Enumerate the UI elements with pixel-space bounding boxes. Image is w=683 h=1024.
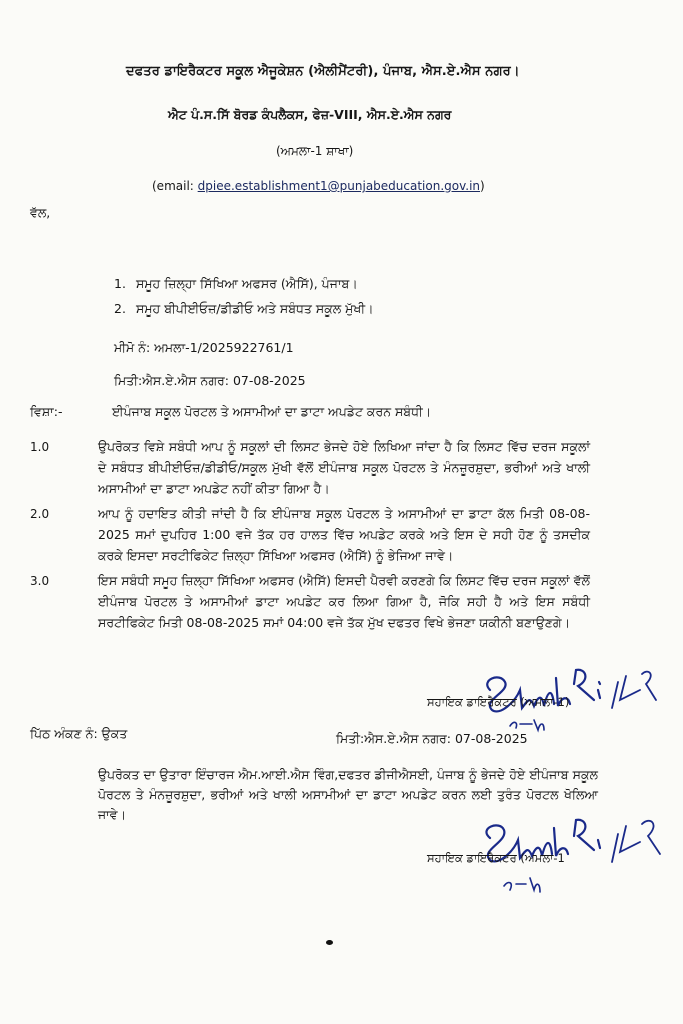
- email-suffix: ): [480, 179, 485, 193]
- subject-label: ਵਿਸ਼ਾ:-: [30, 404, 63, 419]
- paragraph-number: 2.0: [30, 507, 50, 521]
- recipient-item: [114, 301, 374, 317]
- signatory-title: ਸਹਾਇਕ ਡਾਇਰੈਕਟਰ (ਅਮਲਾ-1): [427, 695, 570, 709]
- email-prefix: (email:: [152, 179, 194, 193]
- memo-number: ਮੀਮੋ ਨੰ: ਅਮਲਾ-1/2025922761/1: [114, 340, 294, 355]
- memo-date: ਮਿਤੀ:ਐਸ.ਏ.ਐਸ ਨਗਰ: 07-08-2025: [114, 373, 306, 388]
- paragraph-number: 3.0: [30, 574, 50, 588]
- recipient-item: [114, 276, 358, 292]
- page-mark: [326, 940, 333, 945]
- office-email: [152, 179, 485, 193]
- recipient-number: 2.: [114, 301, 126, 316]
- office-branch: (ਅਮਲਾ-1 ਸ਼ਾਖਾ): [276, 144, 354, 158]
- paragraph-text: ਆਪ ਨੂੰ ਹਦਾਇਤ ਕੀਤੀ ਜਾਂਦੀ ਹੈ ਕਿ ਈਪੰਜਾਬ ਸਕੂਲ ਪੋਰਟਲ ਤੇ ਅਸਾਮੀਆਂ ਦਾ ਡਾਟਾ ਕੱਲ ਮਿਤੀ 08-08-2025 ਸਮਾਂ ਦੁਪਹਿਰ 1:00 ਵਜੇ ਤੱਕ ਹਰ ਹਾਲਤ ਵਿੱਚ ਅਪਡੇਟ ਕਰਕੇ ਅਤੇ ਇਸ ਦੇ ਸਹੀ ਹੋਣ ਨੂੰ ਤਸਦੀਕ ਕਰਕੇ ਇਸਦਾ ਸਰਟੀਫਿਕੇਟ ਜ਼ਿਲ੍ਹਾ ਸਿੱਖਿਆ ਅਫਸਰ (ਐਸਿੱ) ਨੂੰ ਭੇਜਿਆ ਜਾਵੇ।: [98, 506, 590, 563]
- subject-text: ਈਪੰਜਾਬ ਸਕੂਲ ਪੋਰਟਲ ਤੇ ਅਸਾਮੀਆਂ ਦਾ ਡਾਟਾ ਅਪਡੇਟ ਕਰਨ ਸਬੰਧੀ।: [112, 404, 432, 419]
- recipient-number: 1.: [114, 276, 126, 291]
- paragraph-text: ਉਪਰੋਕਤ ਵਿਸ਼ੇ ਸਬੰਧੀ ਆਪ ਨੂੰ ਸਕੂਲਾਂ ਦੀ ਲਿਸਟ ਭੇਜਦੇ ਹੋਏ ਲਿਖਿਆ ਜਾਂਦਾ ਹੈ ਕਿ ਲਿਸਟ ਵਿੱਚ ਦਰਜ ਸਕੂਲਾਂ ਦੇ ਸਬੰਧਤ ਬੀਪੀਈਓਜ਼/ਡੀਡੀਓ/ਸਕੂਲ ਮੁੱਖੀ ਵੱਲੋਂ ਈਪੰਜਾਬ ਸਕੂਲ ਪੋਰਟਲ ਤੇ ਮੰਨਜ਼ੂਰਸ਼ੁਦਾ, ਭਰੀਆਂ ਅਤੇ ਖਾਲੀ ਅਸਾਮੀਆਂ ਦਾ ਡਾਟਾ ਅਪਡੇਟ ਨਹੀਂ ਕੀਤਾ ਗਿਆ ਹੈ।: [98, 439, 590, 496]
- endorsement-date: ਮਿਤੀ:ਐਸ.ਏ.ਐਸ ਨਗਰ: 07-08-2025: [336, 731, 528, 746]
- office-header-address: ਐਟ ਪੰ.ਸ.ਸਿੱ ਬੋਰਡ ਕੰਪਲੈਕਸ, ਫੇਜ਼-VIII, ਐਸ.ਏ.ਐਸ ਨਗਰ: [168, 107, 452, 122]
- signatory-title: ਸਹਾਇਕ ਡਾਇਰੈਕਟਰ (ਅਮਲਾ-1: [427, 851, 565, 865]
- recipient-text: ਸਮੂਹ ਬੀਪੀਈਓਜ਼/ਡੀਡੀਓ ਅਤੇ ਸਬੰਧਤ ਸਕੂਲ ਮੁੱਖੀ।: [136, 301, 374, 316]
- office-header-title: ਦਫਤਰ ਡਾਇਰੈਕਟਰ ਸਕੂਲ ਐਜੂਕੇਸ਼ਨ (ਐਲੀਮੈਂਟਰੀ), ਪੰਜਾਬ, ਐਸ.ਏ.ਐਸ ਨਗਰ।: [126, 64, 520, 79]
- recipient-text: ਸਮੂਹ ਜ਼ਿਲ੍ਹਾ ਸਿੱਖਿਆ ਅਫਸਰ (ਐਸਿੱ), ਪੰਜਾਬ।: [136, 276, 358, 291]
- to-label: ਵੱਲ,: [30, 205, 51, 220]
- paragraph-number: 1.0: [30, 440, 50, 454]
- email-address-link[interactable]: dpiee.establishment1@punjabeducation.gov.in: [197, 179, 481, 193]
- paragraph-text: ਇਸ ਸਬੰਧੀ ਸਮੂਹ ਜ਼ਿਲ੍ਹਾ ਸਿੱਖਿਆ ਅਫਸਰ (ਐਸਿੱ) ਇਸਦੀ ਪੈਰਵੀ ਕਰਣਗੇ ਕਿ ਲਿਸਟ ਵਿੱਚ ਦਰਜ ਸਕੂਲਾਂ ਵੱਲੋਂ ਈਪੰਜਾਬ ਪੋਰਟਲ ਤੇ ਅਸਾਮੀਆਂ ਡਾਟਾ ਅਪਡੇਟ ਕਰ ਲਿਆ ਗਿਆ ਹੈ, ਜੋਕਿ ਸਹੀ ਹੈ ਅਤੇ ਇਸ ਸਬੰਧੀ ਸਰਟੀਫਿਕੇਟ ਮਿਤੀ 08-08-2025 ਸਮਾਂ 04:00 ਵਜੇ ਤੱਕ ਮੁੱਖ ਦਫਤਰ ਵਿਖੇ ਭੇਜਣਾ ਯਕੀਨੀ ਬਣਾਉਣਗੇ।: [98, 573, 590, 630]
- endorsement-number: ਪਿੱਠ ਅੰਕਣ ਨੰ: ਉਕਤ: [30, 726, 128, 741]
- endorsement-text: ਉਪਰੋਕਤ ਦਾ ਉਤਾਰਾ ਇੰਚਾਰਜ ਐਮ.ਆਈ.ਐਸ ਵਿੰਗ,ਦਫਤਰ ਡੀਜੀਐਸਈ, ਪੰਜਾਬ ਨੂੰ ਭੇਜਦੇ ਹੋਏ ਈਪੰਜਾਬ ਸਕੂਲ ਪੋਰਟਲ ਤੇ ਮੰਨਜ਼ੂਰਸ਼ੁਦਾ, ਭਰੀਆਂ ਅਤੇ ਖਾਲੀ ਅਸਾਮੀਆਂ ਦਾ ਡਾਟਾ ਅਪਡੇਟ ਕਰਨ ਲਈ ਤੁਰੰਤ ਪੋਰਟਲ ਖੋਲਿਆ ਜਾਵੇ।: [98, 767, 598, 822]
